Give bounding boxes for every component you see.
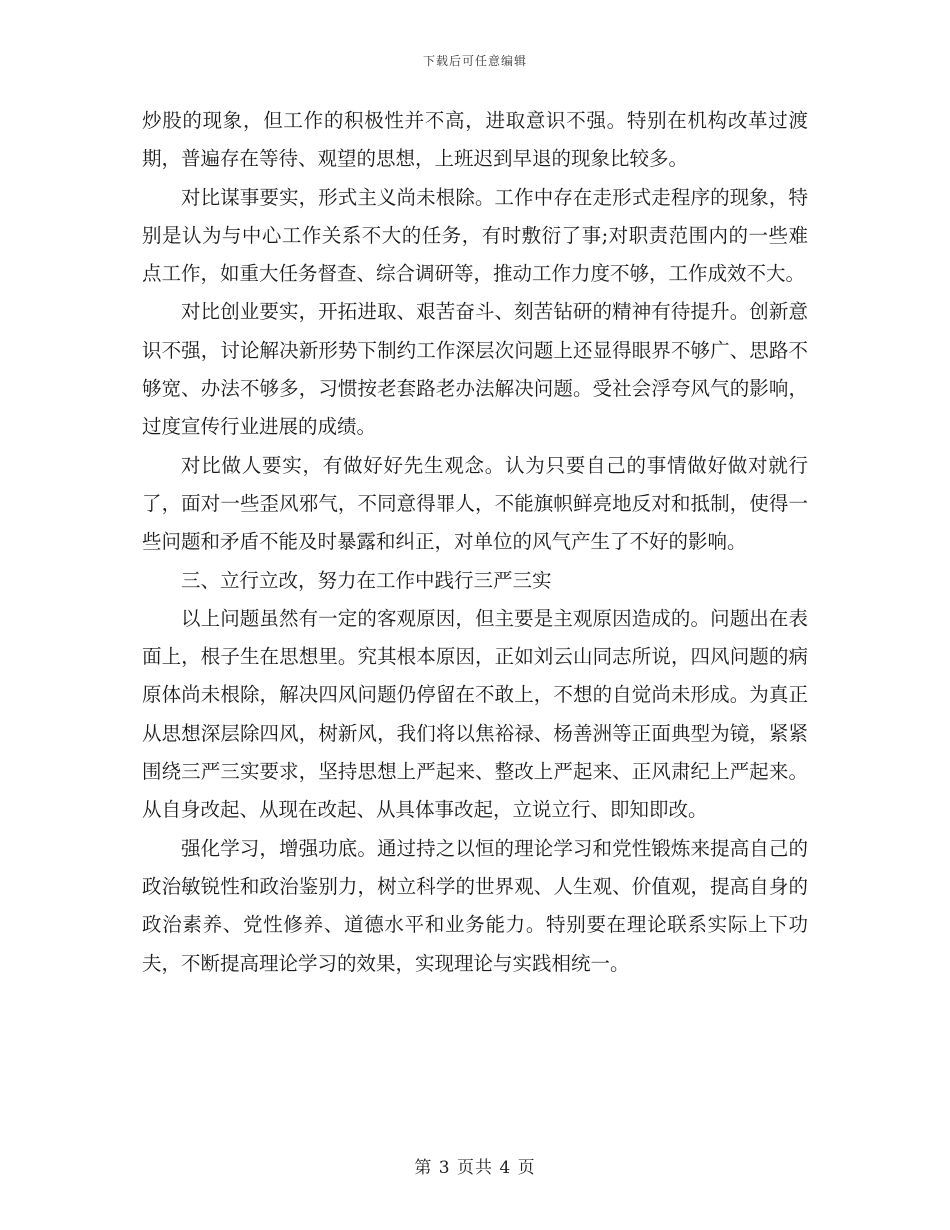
paragraph-3: 对比创业要实，开拓进取、艰苦奋斗、刻苦钻研的精神有待提升。创新意识不强，讨论解决新形势下制约工作深层次问题上还显得眼界不够广、思路不够宽、办法不够多，习惯按老套路老办法解决问题。受社会浮夸风气的影响，过度宣传行业进展的成绩。 (142, 300, 808, 439)
paragraph-6: 以上问题虽然有一定的客观原因，但主要是主观原因造成的。问题出在表面上，根子生在思想里。究其根本原因，正如刘云山同志所说，四风问题的病原体尚未根除，解决四风问题仍停留在不敢上，不想的自觉尚未形成。为真正从思想深层除四风，树新风，我们将以焦裕禄、杨善洲等正面典型为镜，紧紧围绕三严三实要求，坚持思想上严起来、整改上严起来、正风肃纪上严起来。从自身改起、从现在改起、从具体事改起，立说立行、即知即改。 (142, 606, 808, 822)
paragraph-4: 对比做人要实，有做好好先生观念。认为只要自己的事情做好做对就行了，面对一些歪风邪气，不同意得罪人，不能旗帜鲜亮地反对和抵制，使得一些问题和矛盾不能及时暴露和纠正，对单位的风气产生了不好的影响。 (142, 453, 808, 554)
page-header: 下载后可任意编辑 (422, 54, 527, 68)
body-text (142, 102, 808, 983)
section-heading: 三、立行立改，努力在工作中践行三严三实 (181, 568, 552, 592)
paragraph-7: 强化学习，增强功底。通过持之以恒的理论学习和党性锻炼来提高自己的政治敏锐性和政治鉴别力，树立科学的世界观、人生观、价值观，提高自身的政治素养、党性修养、道德水平和业务能力。特别要在理论联系实际上下功夫，不断提高理论学习的效果，实现理论与实践相统一。 (142, 836, 808, 975)
page-footer: 第 3 页共 4 页 (414, 1158, 536, 1178)
paragraph-1: 炒股的现象，但工作的积极性并不高，进取意识不强。特别在机构改革过渡期，普遍存在等待、观望的思想，上班迟到早退的现象比较多。 (142, 109, 808, 171)
paragraph-2: 对比谋事要实，形式主义尚未根除。工作中存在走形式走程序的现象，特别是认为与中心工作关系不大的任务，有时敷衍了事;对职责范围内的一些难点工作，如重大任务督查、综合调研等，推动工作力度不够，工作成效不大。 (142, 185, 808, 286)
